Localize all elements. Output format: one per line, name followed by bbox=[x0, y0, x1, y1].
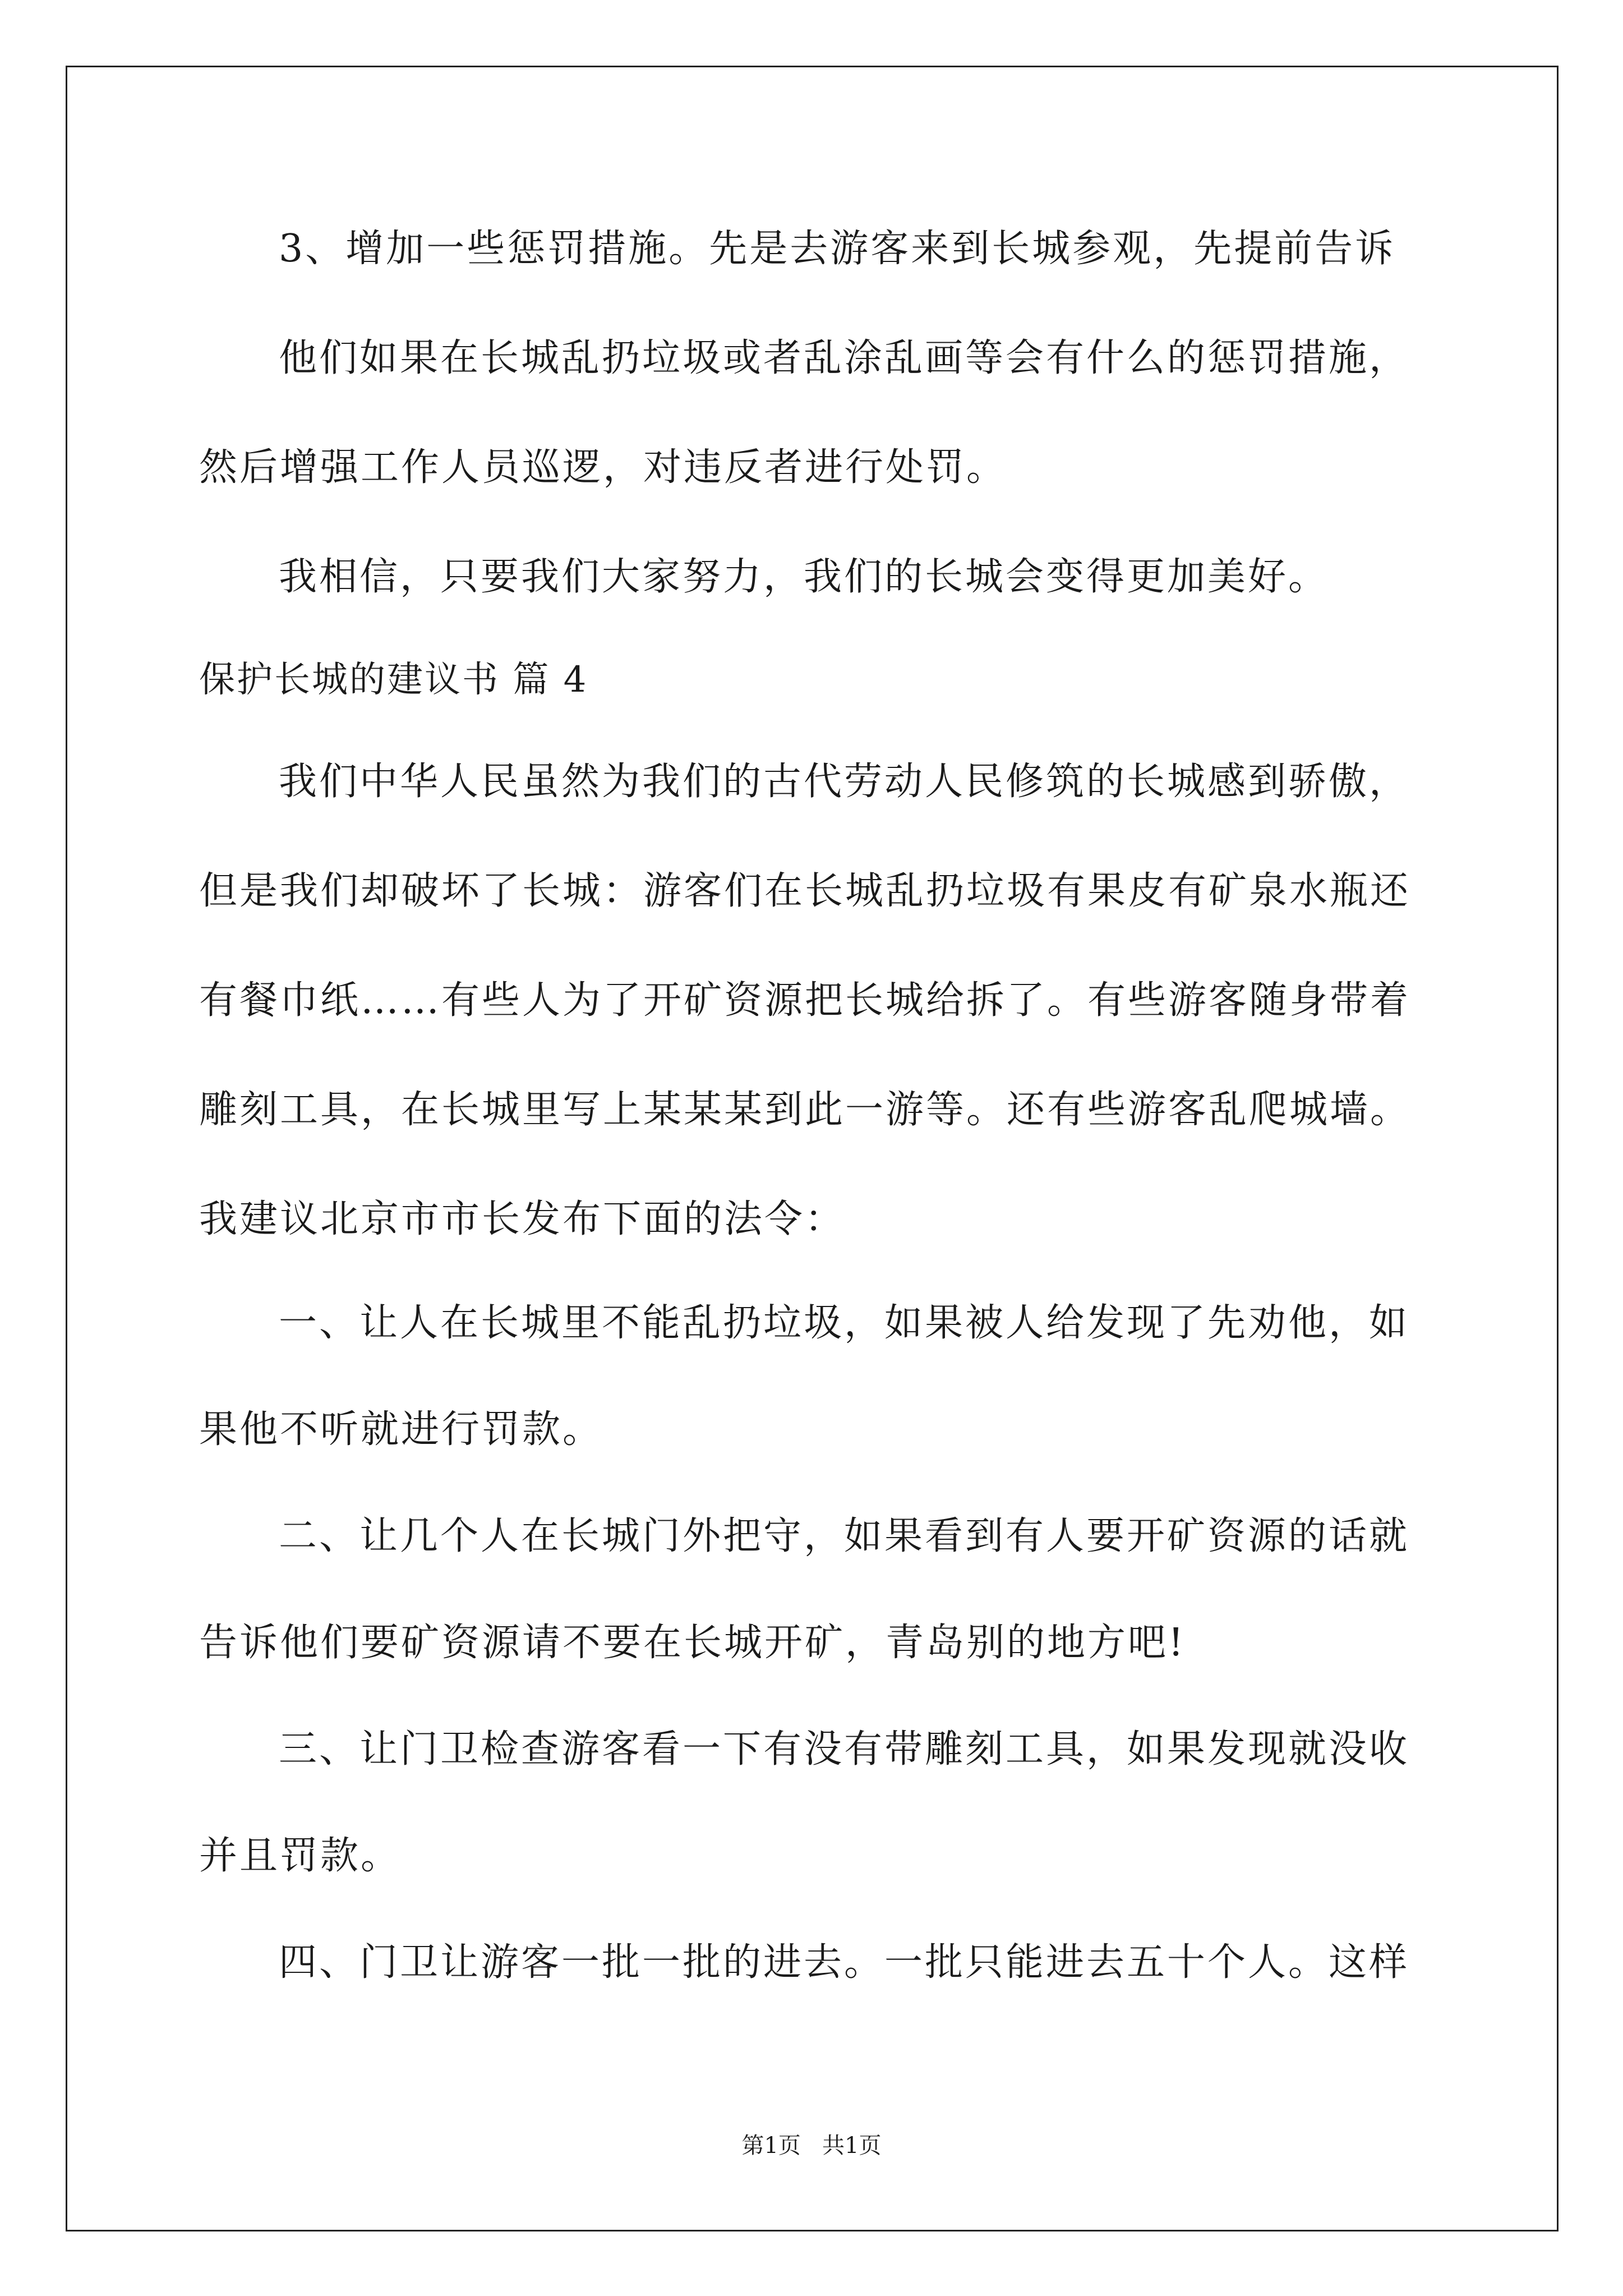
paragraph-line-9: 雕刻工具，在长城里写上某某某到此一游等。还有些游客乱爬城墙。 bbox=[199, 1088, 1411, 1132]
paragraph-line-3: 然后增强工作人员巡逻，对违反者进行处罚。 bbox=[199, 445, 1007, 490]
paragraph-line-4: 我相信，只要我们大家努力，我们的长城会变得更加美好。 bbox=[279, 555, 1329, 599]
paragraph-line-15: 三、让门卫检查游客看一下有没有带雕刻工具，如果发现就没收 bbox=[279, 1727, 1410, 1772]
paragraph-line-13: 二、让几个人在长城门外把守，如果看到有人要开矿资源的话就 bbox=[279, 1514, 1410, 1558]
paragraph-line-10: 我建议北京市市长发布下面的法令： bbox=[199, 1197, 846, 1241]
paragraph-line-2: 他们如果在长城乱扔垃圾或者乱涂乱画等会有什么的惩罚措施， bbox=[279, 336, 1410, 380]
section-heading: 保护长城的建议书 篇 4 bbox=[199, 659, 588, 701]
paragraph-line-12: 果他不听就进行罚款。 bbox=[199, 1407, 603, 1452]
paragraph-line-11: 一、让人在长城里不能乱扔垃圾，如果被人给发现了先劝他，如 bbox=[279, 1301, 1410, 1345]
paragraph-line-1: 3、增加一些惩罚措施。先是去游客来到长城参观，先提前告诉 bbox=[279, 227, 1396, 271]
paragraph-line-7: 但是我们却破坏了长城：游客们在长城乱扔垃圾有果皮有矿泉水瓶还 bbox=[199, 869, 1411, 913]
page-footer: 第1页 共1页 bbox=[741, 2133, 882, 2159]
page-frame bbox=[66, 66, 1559, 2231]
paragraph-line-16: 并且罚款。 bbox=[199, 1834, 402, 1878]
paragraph-line-8: 有餐巾纸……有些人为了开矿资源把长城给拆了。有些游客随身带着 bbox=[199, 978, 1411, 1023]
paragraph-line-14: 告诉他们要矿资源请不要在长城开矿，青岛别的地方吧! bbox=[199, 1621, 1186, 1665]
paragraph-line-6: 我们中华人民虽然为我们的古代劳动人民修筑的长城感到骄傲， bbox=[279, 760, 1410, 804]
paragraph-line-17: 四、门卫让游客一批一批的进去。一批只能进去五十个人。这样 bbox=[279, 1940, 1410, 1985]
